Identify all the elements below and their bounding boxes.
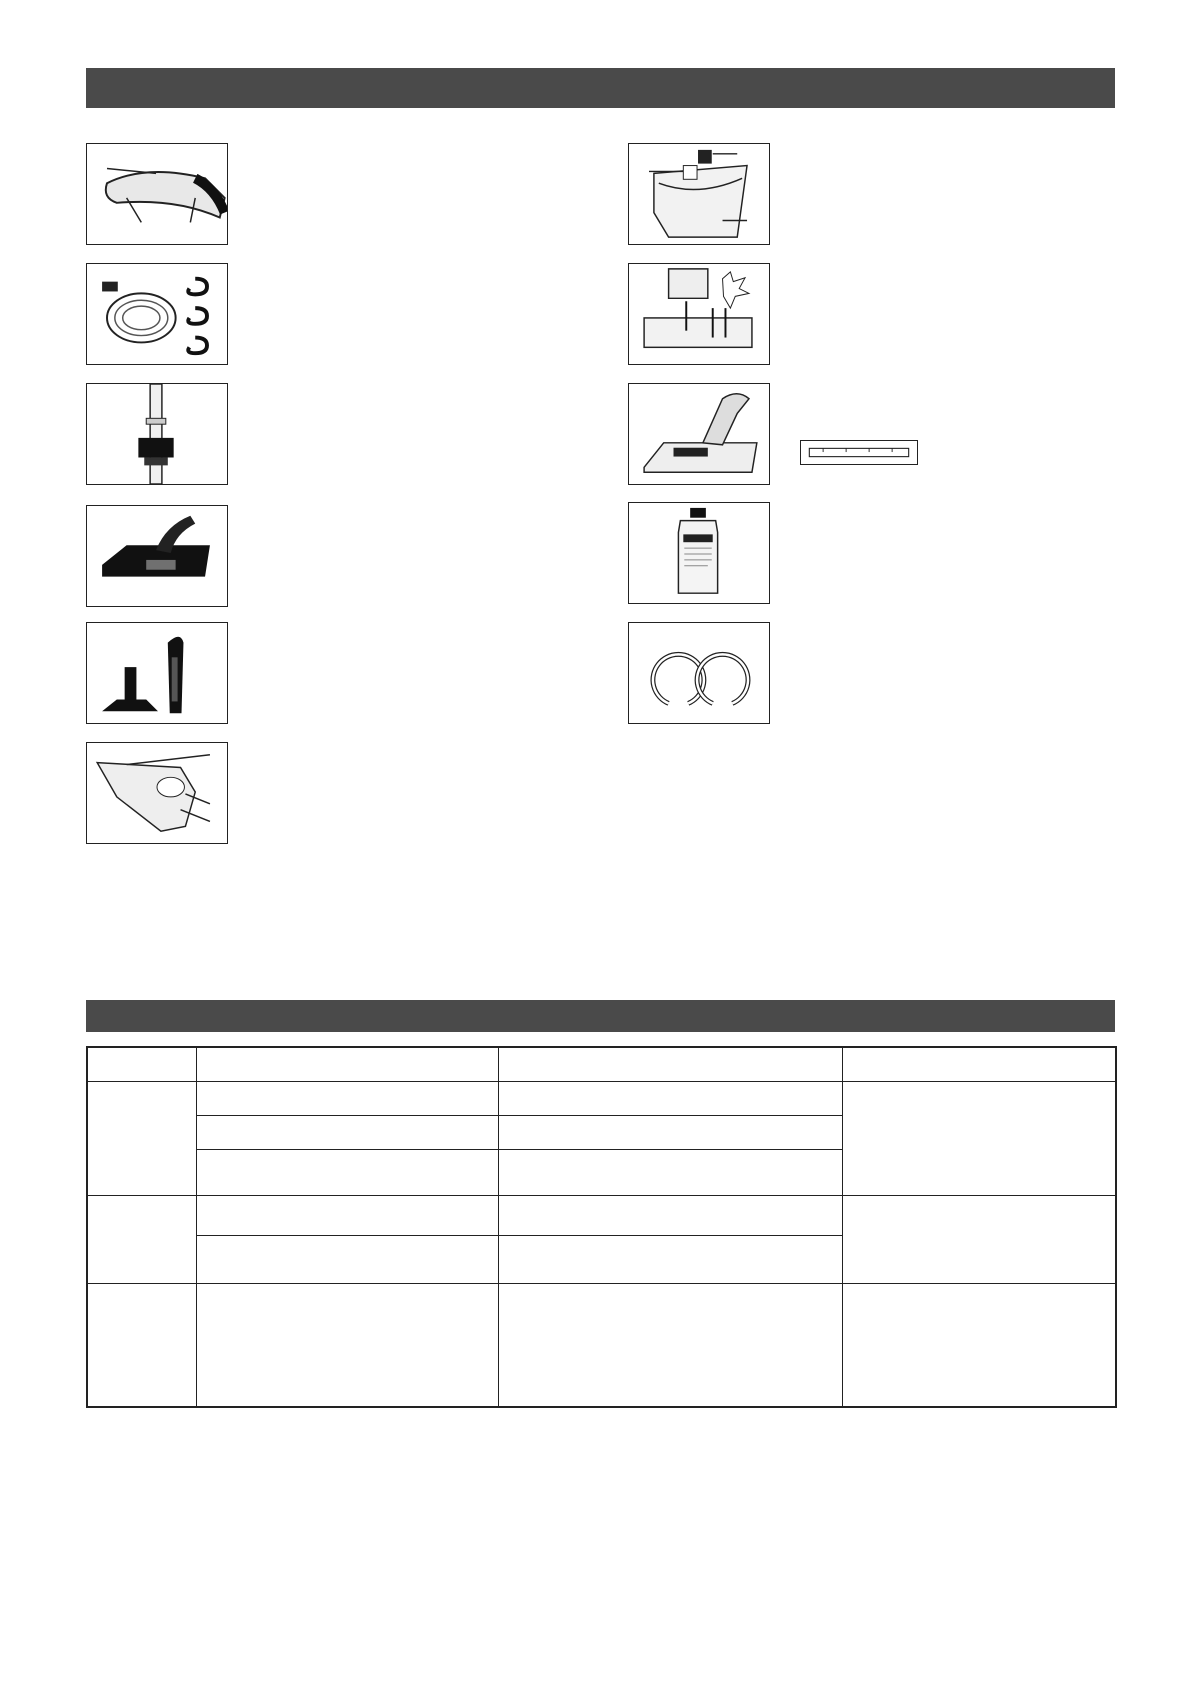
filter-cartridge-icon [628, 263, 770, 365]
section-header-bar [86, 68, 1115, 108]
table-header-cell [87, 1047, 196, 1081]
extension-tube-clip-icon [86, 383, 228, 485]
table-cell [842, 1283, 1116, 1407]
table-cell [87, 1195, 196, 1283]
section-header-bar [86, 1000, 1115, 1032]
table-cell [196, 1195, 498, 1235]
table-header-cell [498, 1047, 842, 1081]
table-cell [196, 1149, 498, 1195]
steam-handle-hose-icon [86, 143, 228, 245]
table-row [87, 1195, 1116, 1235]
table-cell [196, 1115, 498, 1149]
hose-clamps-icon [628, 622, 770, 724]
upholstery-crevice-nozzle-icon [86, 622, 228, 724]
table-cell [842, 1195, 1116, 1283]
table-cell [87, 1081, 196, 1195]
table-cell [498, 1283, 842, 1407]
table-cell [196, 1081, 498, 1115]
table-cell [498, 1235, 842, 1283]
table-header-cell [842, 1047, 1116, 1081]
dust-bag-icon [86, 742, 228, 844]
table-cell [498, 1115, 842, 1149]
troubleshooting-table [86, 1046, 1117, 1408]
floor-nozzle-icon [86, 505, 228, 607]
table-header-cell [196, 1047, 498, 1081]
table-row [87, 1283, 1116, 1407]
table-cell [498, 1195, 842, 1235]
table-cell [842, 1081, 1116, 1195]
carpet-nozzle-icon [628, 383, 770, 485]
carpet-nozzle-insert-strip [800, 440, 918, 465]
table-cell [498, 1081, 842, 1115]
power-cord-clips-icon [86, 263, 228, 365]
table-cell [498, 1149, 842, 1195]
table-header-row [87, 1047, 1116, 1081]
table-row [87, 1081, 1116, 1115]
table-cell [196, 1235, 498, 1283]
detergent-bottle-icon [628, 502, 770, 604]
table-cell [196, 1283, 498, 1407]
water-tank-icon [628, 143, 770, 245]
table-cell [87, 1283, 196, 1407]
